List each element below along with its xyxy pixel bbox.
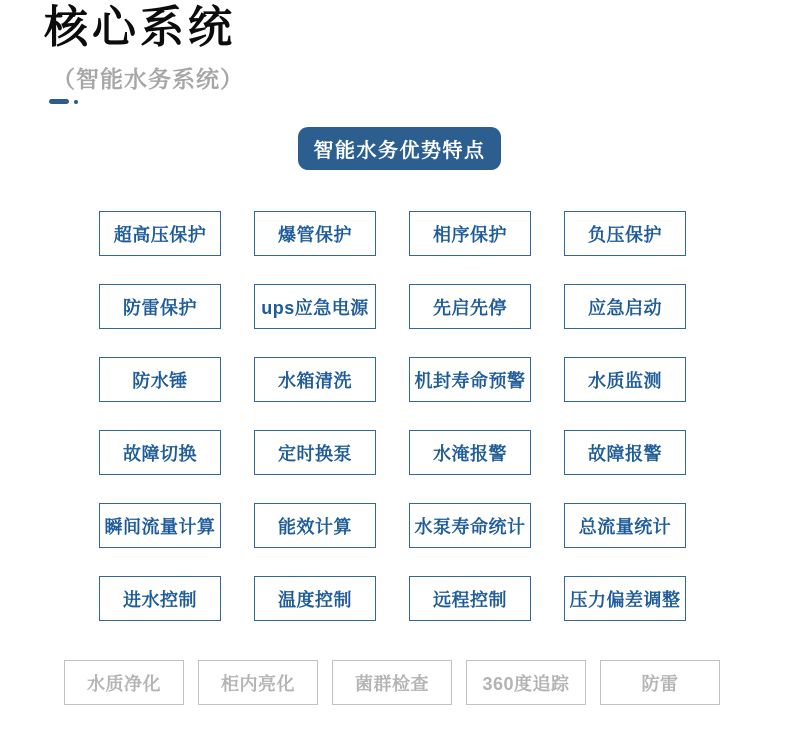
secondary-feature-box: 菌群检查 bbox=[332, 660, 452, 705]
feature-box: 水质监测 bbox=[564, 357, 686, 402]
feature-box: 瞬间流量计算 bbox=[99, 503, 221, 548]
feature-box: 超高压保护 bbox=[99, 211, 221, 256]
feature-box: 防水锤 bbox=[99, 357, 221, 402]
feature-grid bbox=[99, 211, 686, 621]
secondary-feature-box: 防雷 bbox=[600, 660, 720, 705]
feature-box: 防雷保护 bbox=[99, 284, 221, 329]
secondary-feature-box: 水质净化 bbox=[64, 660, 184, 705]
accent-dot bbox=[74, 100, 78, 104]
feature-box: 故障报警 bbox=[564, 430, 686, 475]
feature-box: 机封寿命预警 bbox=[409, 357, 531, 402]
feature-box: 水淹报警 bbox=[409, 430, 531, 475]
feature-box: 相序保护 bbox=[409, 211, 531, 256]
feature-box: 进水控制 bbox=[99, 576, 221, 621]
feature-box: 爆管保护 bbox=[254, 211, 376, 256]
secondary-feature-row bbox=[64, 660, 720, 705]
feature-box: 能效计算 bbox=[254, 503, 376, 548]
feature-box: 温度控制 bbox=[254, 576, 376, 621]
feature-box: 水泵寿命统计 bbox=[409, 503, 531, 548]
feature-box: ups应急电源 bbox=[254, 284, 376, 329]
page-title: 核心系统 bbox=[44, 3, 236, 52]
feature-box: 压力偏差调整 bbox=[564, 576, 686, 621]
secondary-feature-box: 360度追踪 bbox=[466, 660, 586, 705]
feature-box: 总流量统计 bbox=[564, 503, 686, 548]
feature-box: 故障切换 bbox=[99, 430, 221, 475]
feature-box: 应急启动 bbox=[564, 284, 686, 329]
page-subtitle: （智能水务系统） bbox=[52, 66, 244, 92]
accent-dash bbox=[49, 99, 69, 104]
feature-box: 定时换泵 bbox=[254, 430, 376, 475]
feature-box: 先启先停 bbox=[409, 284, 531, 329]
feature-box: 负压保护 bbox=[564, 211, 686, 256]
feature-box: 水箱清洗 bbox=[254, 357, 376, 402]
feature-box: 远程控制 bbox=[409, 576, 531, 621]
section-banner: 智能水务优势特点 bbox=[298, 127, 501, 170]
secondary-feature-box: 柜内亮化 bbox=[198, 660, 318, 705]
